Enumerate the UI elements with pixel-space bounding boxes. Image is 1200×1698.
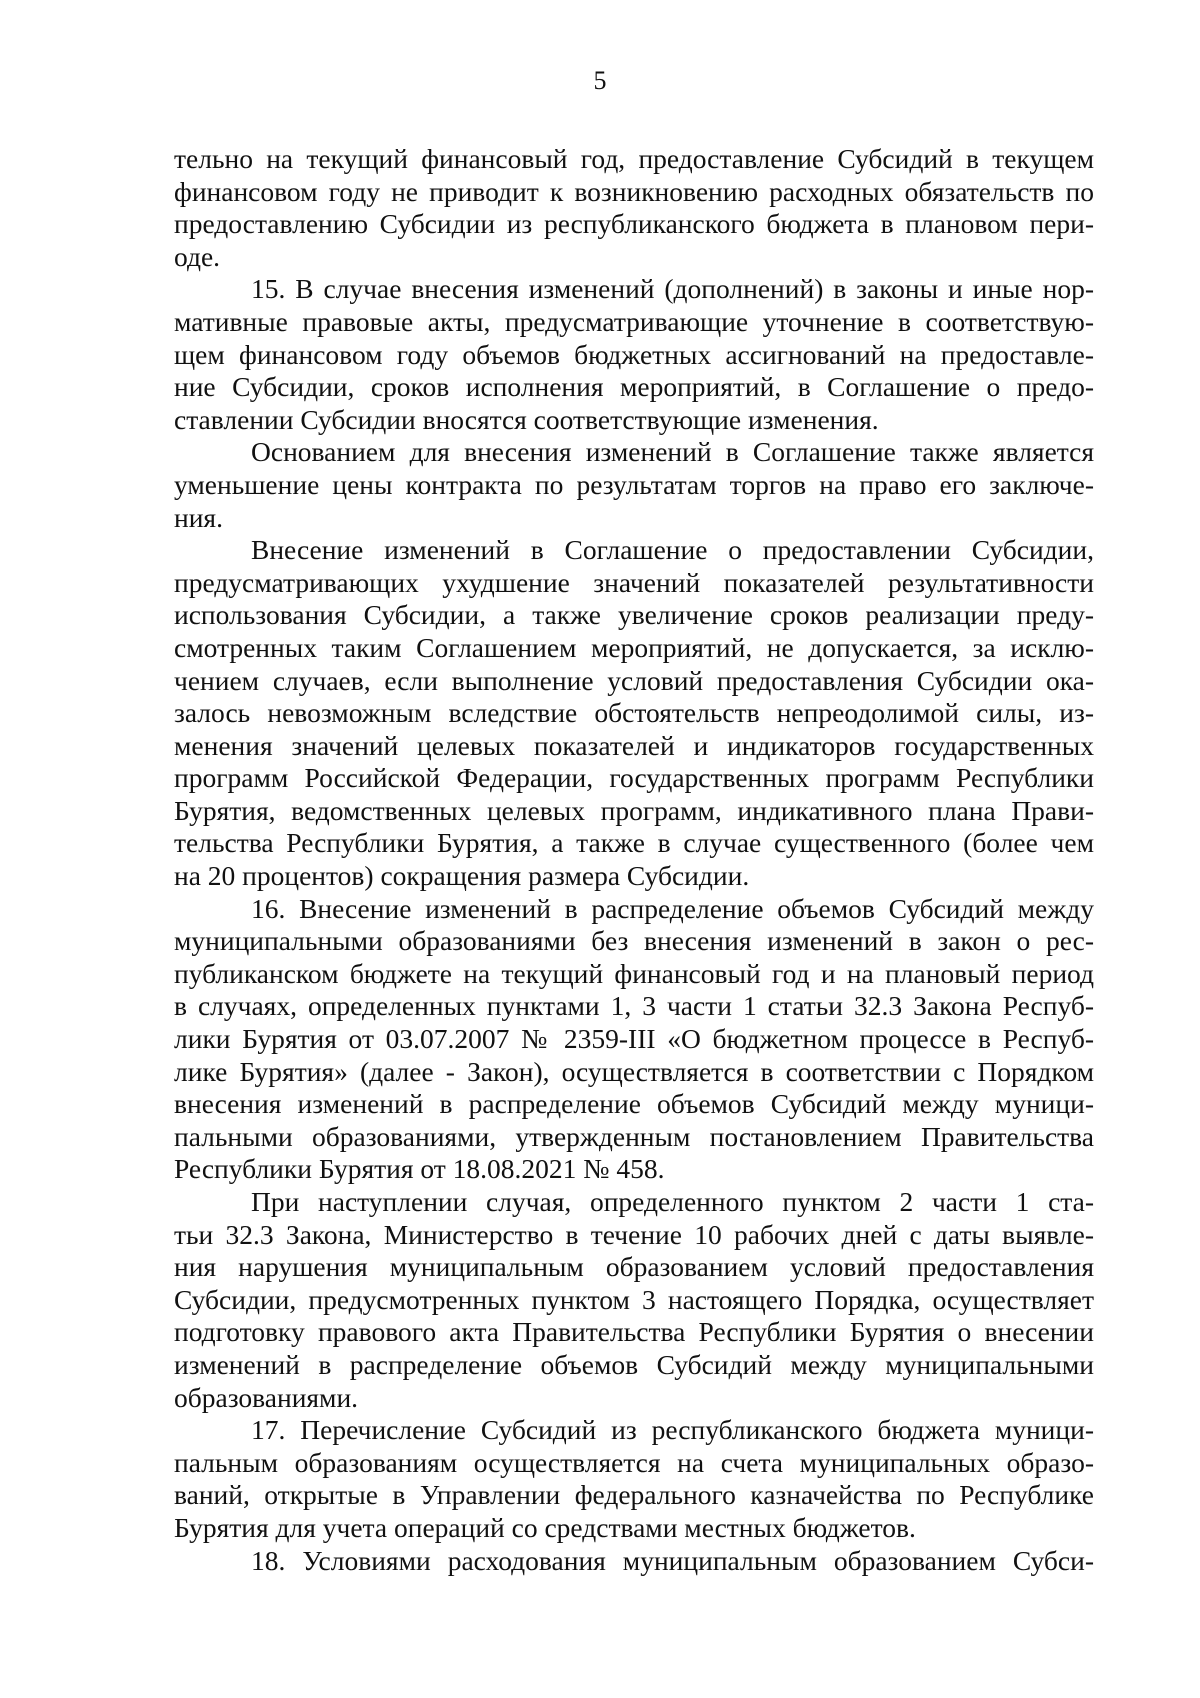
paragraph bbox=[174, 893, 1094, 1186]
text-line: чением случаев, если выполнение условий предоставления Субсидии ока- bbox=[174, 664, 1094, 696]
paragraph bbox=[174, 1186, 1094, 1414]
text-line: щем финансовом году объемов бюджетных ассигнований на предоставле- bbox=[174, 338, 1094, 370]
text-line: образованиями. bbox=[174, 1381, 359, 1413]
text-line: ние Субсидии, сроков исполнения мероприятий, в Соглашение о предо- bbox=[174, 371, 1094, 403]
text-line: тьи 32.3 Закона, Министерство в течение 10 рабочих дней с даты выявле- bbox=[174, 1218, 1094, 1250]
paragraph bbox=[174, 1414, 1094, 1544]
text-line: Бурятия для учета операций со средствами местных бюджетов. bbox=[174, 1511, 916, 1543]
text-line: оде. bbox=[174, 240, 221, 272]
text-line: Республики Бурятия от 18.08.2021 № 458. bbox=[174, 1153, 665, 1185]
text-line: Субсидии, предусмотренных пунктом 3 настоящего Порядка, осуществляет bbox=[174, 1283, 1094, 1315]
text-line: ваний, открытые в Управлении федерального казначейства по Республике bbox=[174, 1479, 1094, 1511]
text-line: в случаях, определенных пунктами 1, 3 части 1 статьи 32.3 Закона Респуб- bbox=[174, 990, 1094, 1022]
text-line: предусматривающих ухудшение значений показателей результативности bbox=[174, 566, 1094, 598]
text-line: пальными образованиями, утвержденным постановлением Правительства bbox=[174, 1120, 1094, 1152]
paragraph bbox=[174, 1545, 1094, 1578]
text-line: Бурятия, ведомственных целевых программ, индикативного плана Прави- bbox=[174, 794, 1094, 826]
text-line: мативные правовые акты, предусматривающие уточнение в соответствую- bbox=[174, 305, 1094, 337]
text-line: смотренных таким Соглашением мероприятий, не допускается, за исклю- bbox=[174, 631, 1094, 663]
text-line: ставлении Субсидии вносятся соответствующие изменения. bbox=[174, 403, 879, 435]
paragraph bbox=[174, 534, 1094, 893]
text-line: финансовом году не приводит к возникновению расходных обязательств по bbox=[174, 175, 1094, 207]
text-line: лики Бурятия от 03.07.2007 № 2359-III «О бюджетном процессе в Респуб- bbox=[174, 1023, 1094, 1055]
text-line: пальным образованиям осуществляется на счета муниципальных образо- bbox=[174, 1446, 1094, 1478]
text-line: залось невозможным вследствие обстоятельств непреодолимой силы, из- bbox=[174, 697, 1094, 729]
text-line: тельно на текущий финансовый год, предоставление Субсидий в текущем bbox=[174, 143, 1094, 174]
document-body bbox=[174, 143, 1094, 1577]
text-line: программ Российской Федерации, государственных программ Республики bbox=[174, 762, 1094, 794]
text-line: менения значений целевых показателей и индикаторов государственных bbox=[174, 729, 1094, 761]
text-line: ния. bbox=[174, 501, 223, 533]
text-line: лике Бурятия» (далее - Закон), осуществляется в соответствии с Порядком bbox=[174, 1055, 1094, 1087]
text-line: муниципальными образованиями без внесения изменений в закон о рес- bbox=[174, 925, 1094, 957]
text-line: При наступлении случая, определенного пунктом 2 части 1 ста- bbox=[251, 1186, 1094, 1217]
text-line: изменений в распределение объемов Субсидий между муниципальными bbox=[174, 1348, 1094, 1380]
paragraph bbox=[174, 436, 1094, 534]
text-line: подготовку правового акта Правительства Республики Бурятия о внесении bbox=[174, 1316, 1094, 1348]
text-line: публиканском бюджете на текущий финансовый год и на плановый период bbox=[174, 957, 1094, 989]
text-line: на 20 процентов) сокращения размера Субсидии. bbox=[174, 860, 750, 892]
text-line: уменьшение цены контракта по результатам торгов на право его заключе- bbox=[174, 468, 1094, 500]
text-line: 18. Условиями расходования муниципальным образованием Субси- bbox=[251, 1544, 1094, 1576]
text-line: 17. Перечисление Субсидий из республиканского бюджета муници- bbox=[251, 1414, 1094, 1446]
text-line: 16. Внесение изменений в распределение объемов Субсидий между bbox=[251, 892, 1094, 924]
text-line: тельства Республики Бурятия, а также в случае существенного (более чем bbox=[174, 827, 1094, 859]
text-line: ния нарушения муниципальным образованием условий предоставления bbox=[174, 1251, 1094, 1283]
text-line: Внесение изменений в Соглашение о предоставлении Субсидии, bbox=[251, 534, 1094, 566]
text-line: предоставлению Субсидии из республиканского бюджета в плановом пери- bbox=[174, 208, 1094, 240]
page-number: 5 bbox=[593, 66, 607, 95]
text-line: Основанием для внесения изменений в Соглашение также является bbox=[251, 436, 1094, 468]
paragraph bbox=[174, 143, 1094, 273]
text-line: внесения изменений в распределение объемов Субсидий между муници- bbox=[174, 1088, 1094, 1120]
text-line: 15. В случае внесения изменений (дополнений) в законы и иные нор- bbox=[251, 273, 1094, 305]
text-line: использования Субсидии, а также увеличение сроков реализации преду- bbox=[174, 599, 1094, 631]
paragraph bbox=[174, 273, 1094, 436]
